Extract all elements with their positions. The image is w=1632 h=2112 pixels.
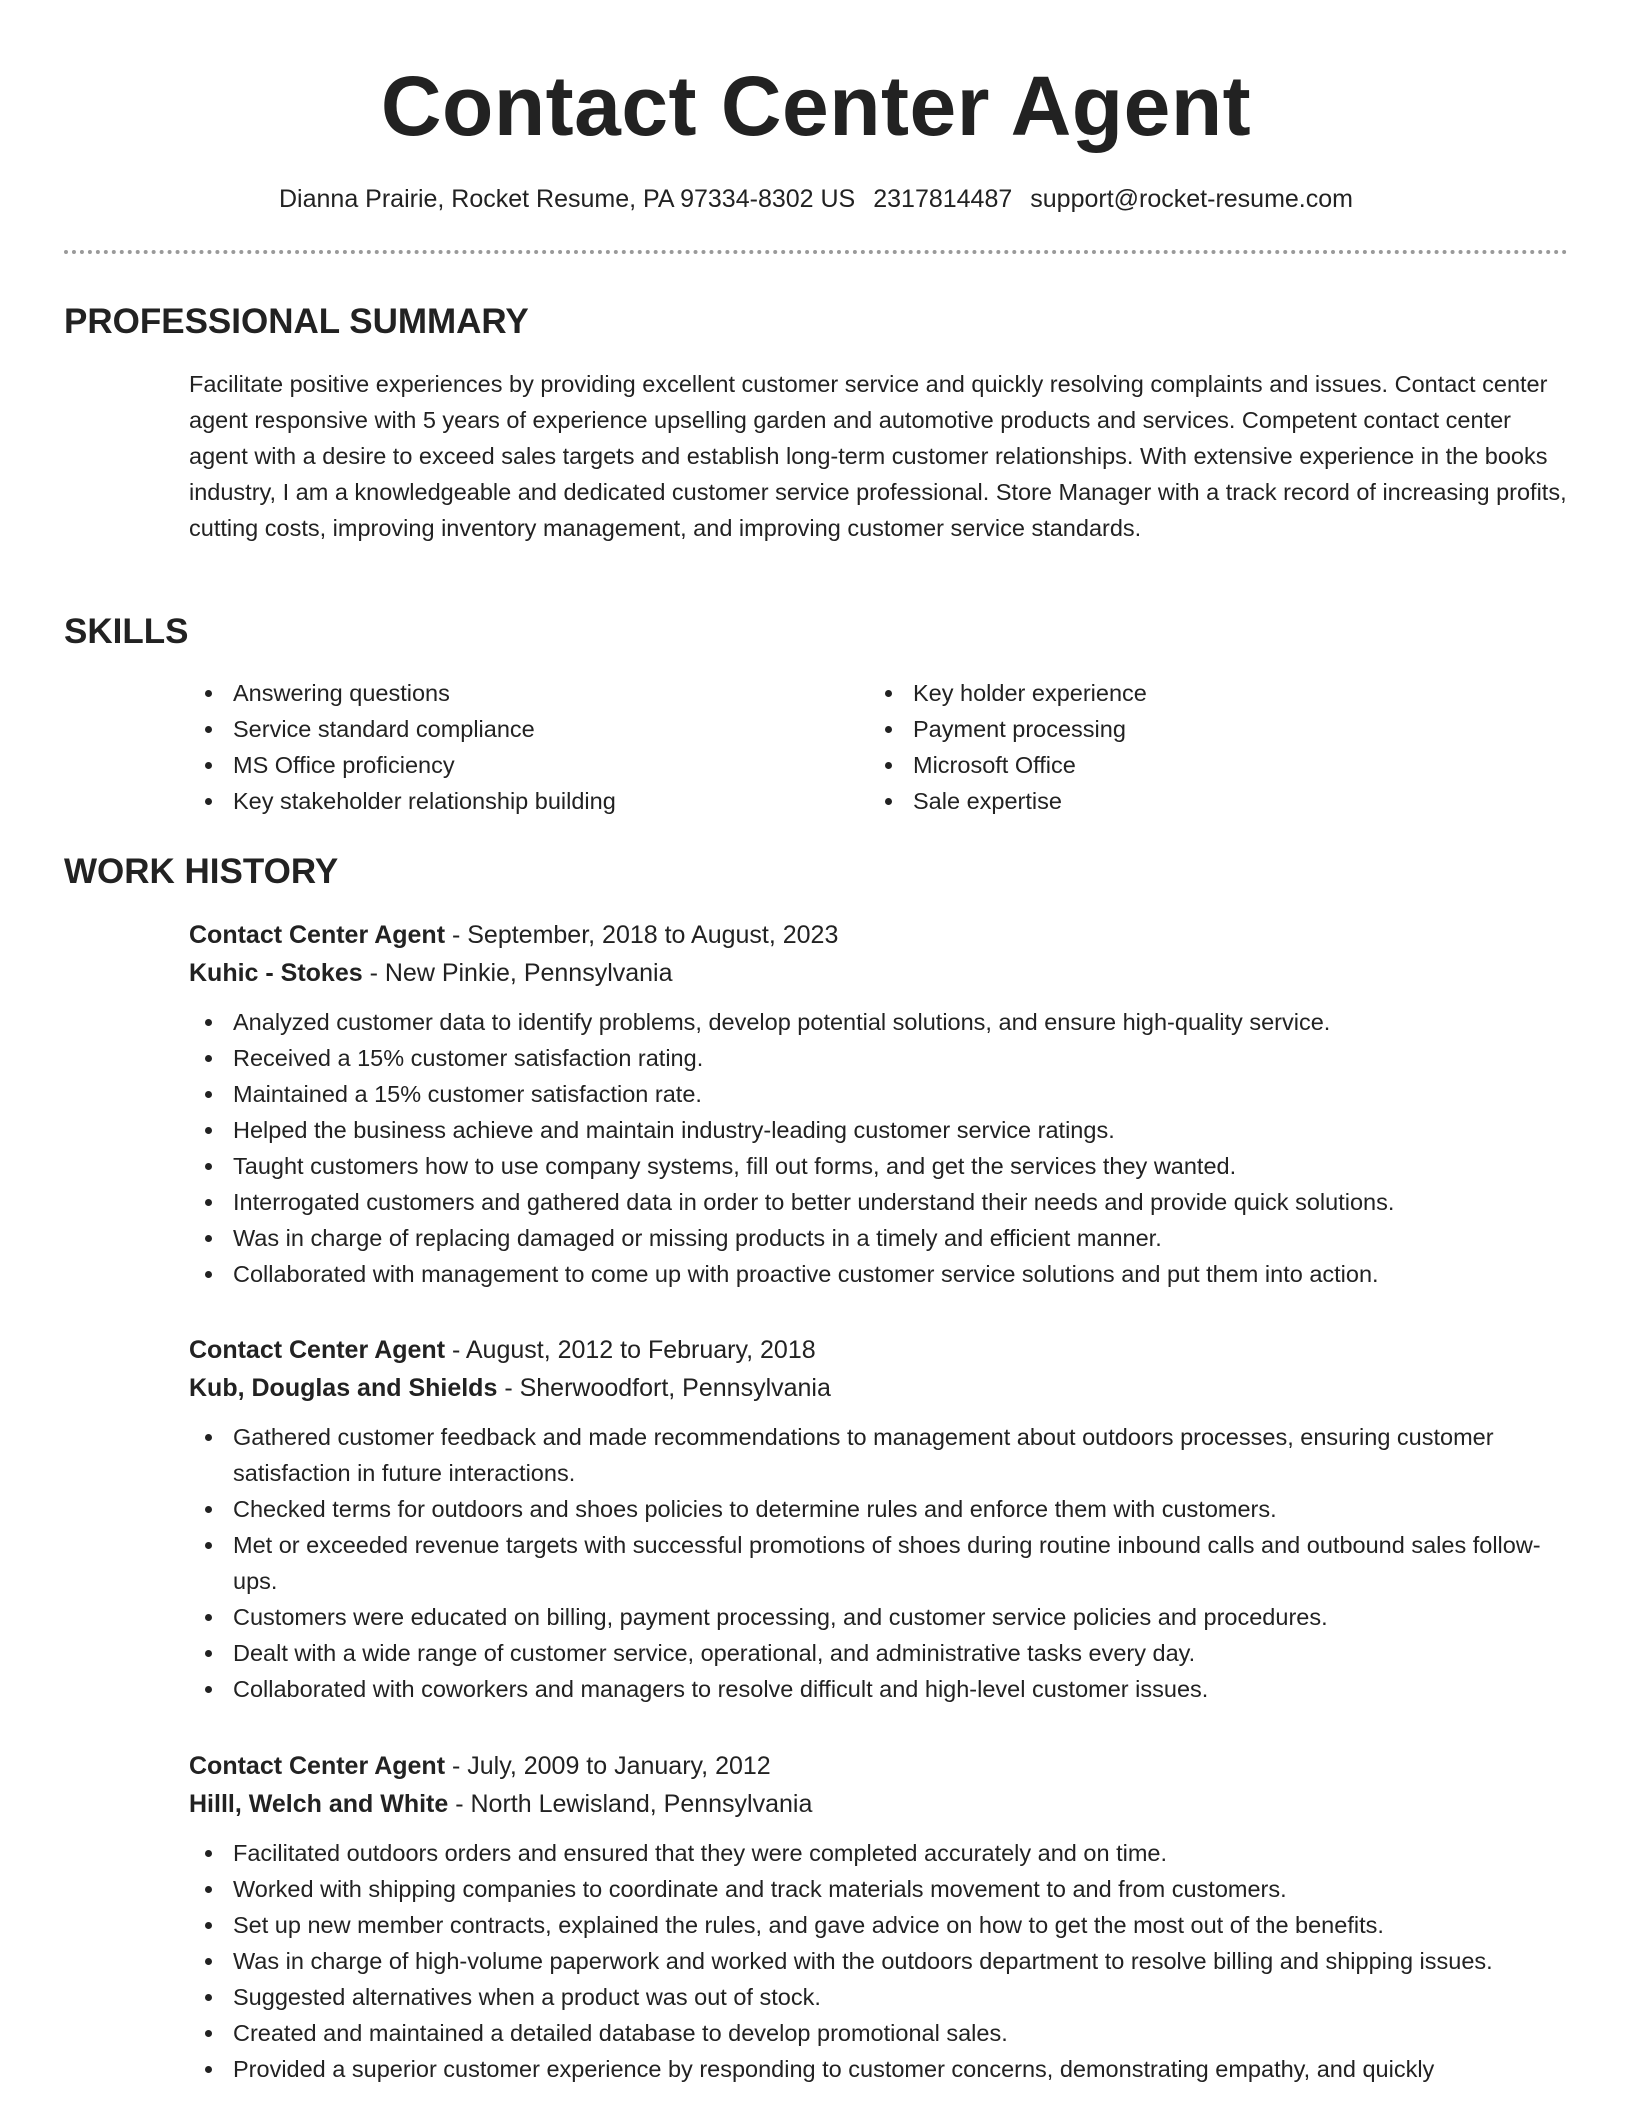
job-bullet: Customers were educated on billing, payment processing, and customer service policies and procedures.: [189, 1599, 1569, 1635]
job-company: Hilll, Welch and White: [189, 1790, 449, 1818]
job-bullet: Received a 15% customer satisfaction rating.: [189, 1040, 1569, 1076]
job-bullet: Set up new member contracts, explained the rules, and gave advice on how to get the most out of the benefits.: [189, 1907, 1569, 1943]
job-company: Kub, Douglas and Shields: [189, 1374, 498, 1402]
job-bullet: Gathered customer feedback and made recommendations to management about outdoors processes, ensuring customer satisfaction in future interactions.: [189, 1419, 1569, 1491]
job-dates: - September, 2018 to August, 2023: [445, 921, 839, 949]
job-company-line: [189, 954, 1569, 992]
skill-item: Sale expertise: [869, 783, 1549, 819]
summary-text: Facilitate positive experiences by providing excellent customer service and quickly resolving complaints and issues. Contact center agent responsive with 5 years of experience upselling garden and automotive products and services. Competent contact center agent with a desire to exceed sales targets and establish long-term customer relationships. With extensive experience in the books industry, I am a knowledgeable and dedicated customer service professional. Store Manager with a track record of increasing profits, cutting costs, improving inventory management, and improving customer service standards.: [189, 371, 1567, 541]
job-bullet: Facilitated outdoors orders and ensured that they were completed accurately and on time.: [189, 1835, 1569, 1871]
job-bullet: Collaborated with coworkers and managers to resolve difficult and high-level customer issues.: [189, 1671, 1569, 1707]
job-bullets: [189, 1004, 1569, 1292]
job-entry: [189, 1331, 1569, 1707]
skill-item: Key holder experience: [869, 675, 1549, 711]
job-title-line: [189, 1747, 1569, 1785]
job-bullet: Interrogated customers and gathered data in order to better understand their needs and provide quick solutions.: [189, 1184, 1569, 1220]
contact-address: Dianna Prairie, Rocket Resume, PA 97334-8302 US: [279, 185, 856, 213]
job-bullet: Created and maintained a detailed database to develop promotional sales.: [189, 2015, 1569, 2051]
job-title: Contact Center Agent: [189, 1752, 446, 1780]
job-title: Contact Center Agent: [189, 1336, 446, 1364]
contact-phone: 2317814487: [873, 185, 1013, 213]
job-bullet: Was in charge of high-volume paperwork and worked with the outdoors department to resolve billing and shipping issues.: [189, 1943, 1569, 1979]
summary-heading: PROFESSIONAL SUMMARY: [64, 302, 529, 341]
skill-item: MS Office proficiency: [189, 747, 869, 783]
job-dates: - July, 2009 to January, 2012: [445, 1752, 771, 1780]
skill-item: Service standard compliance: [189, 711, 869, 747]
job-title: Contact Center Agent: [189, 921, 446, 949]
job-bullet: Analyzed customer data to identify problems, develop potential solutions, and ensure high-quality service.: [189, 1004, 1569, 1040]
job-location: - North Lewisland, Pennsylvania: [448, 1790, 813, 1818]
job-dates: - August, 2012 to February, 2018: [445, 1336, 816, 1364]
job-bullet: Helped the business achieve and maintain industry-leading customer service ratings.: [189, 1112, 1569, 1148]
job-bullet: Taught customers how to use company systems, fill out forms, and get the services they wanted.: [189, 1148, 1569, 1184]
skills-right-column: [869, 675, 1549, 819]
job-bullet: Checked terms for outdoors and shoes policies to determine rules and enforce them with customers.: [189, 1491, 1569, 1527]
job-bullet: Collaborated with management to come up with proactive customer service solutions and put them into action.: [189, 1256, 1569, 1292]
job-company: Kuhic - Stokes: [189, 959, 363, 987]
skill-item: Payment processing: [869, 711, 1549, 747]
job-bullet: Provided a superior customer experience by responding to customer concerns, demonstrating empathy, and quickly: [189, 2051, 1569, 2087]
skill-item: Key stakeholder relationship building: [189, 783, 869, 819]
job-bullet: Dealt with a wide range of customer service, operational, and administrative tasks every day.: [189, 1635, 1569, 1671]
job-entry: [189, 916, 1569, 1292]
resume-title: Contact Center Agent: [380, 59, 1252, 153]
skills-heading: SKILLS: [64, 612, 189, 651]
job-bullets: [189, 1835, 1569, 2087]
skill-item: Microsoft Office: [869, 747, 1549, 783]
job-company-line: [189, 1785, 1569, 1823]
header-divider: [64, 250, 1568, 254]
job-bullet: Met or exceeded revenue targets with successful promotions of shoes during routine inbound calls and outbound sales follow-ups.: [189, 1527, 1569, 1599]
job-location: - New Pinkie, Pennsylvania: [362, 959, 673, 987]
job-bullet: Worked with shipping companies to coordinate and track materials movement to and from customers.: [189, 1871, 1569, 1907]
contact-email: support@rocket-resume.com: [1030, 185, 1353, 213]
job-entry: [189, 1747, 1569, 2087]
skills-grid: [189, 675, 1569, 819]
job-bullet: Maintained a 15% customer satisfaction rate.: [189, 1076, 1569, 1112]
job-bullet: Suggested alternatives when a product was out of stock.: [189, 1979, 1569, 2015]
job-location: - Sherwoodfort, Pennsylvania: [497, 1374, 831, 1402]
contact-line: [0, 182, 1632, 216]
job-title-line: [189, 1331, 1569, 1369]
work-history-heading: WORK HISTORY: [64, 852, 339, 891]
skill-item: Answering questions: [189, 675, 869, 711]
job-title-line: [189, 916, 1569, 954]
job-bullets: [189, 1419, 1569, 1707]
skills-left-column: [189, 675, 869, 819]
job-bullet: Was in charge of replacing damaged or missing products in a timely and efficient manner.: [189, 1220, 1569, 1256]
job-company-line: [189, 1369, 1569, 1407]
